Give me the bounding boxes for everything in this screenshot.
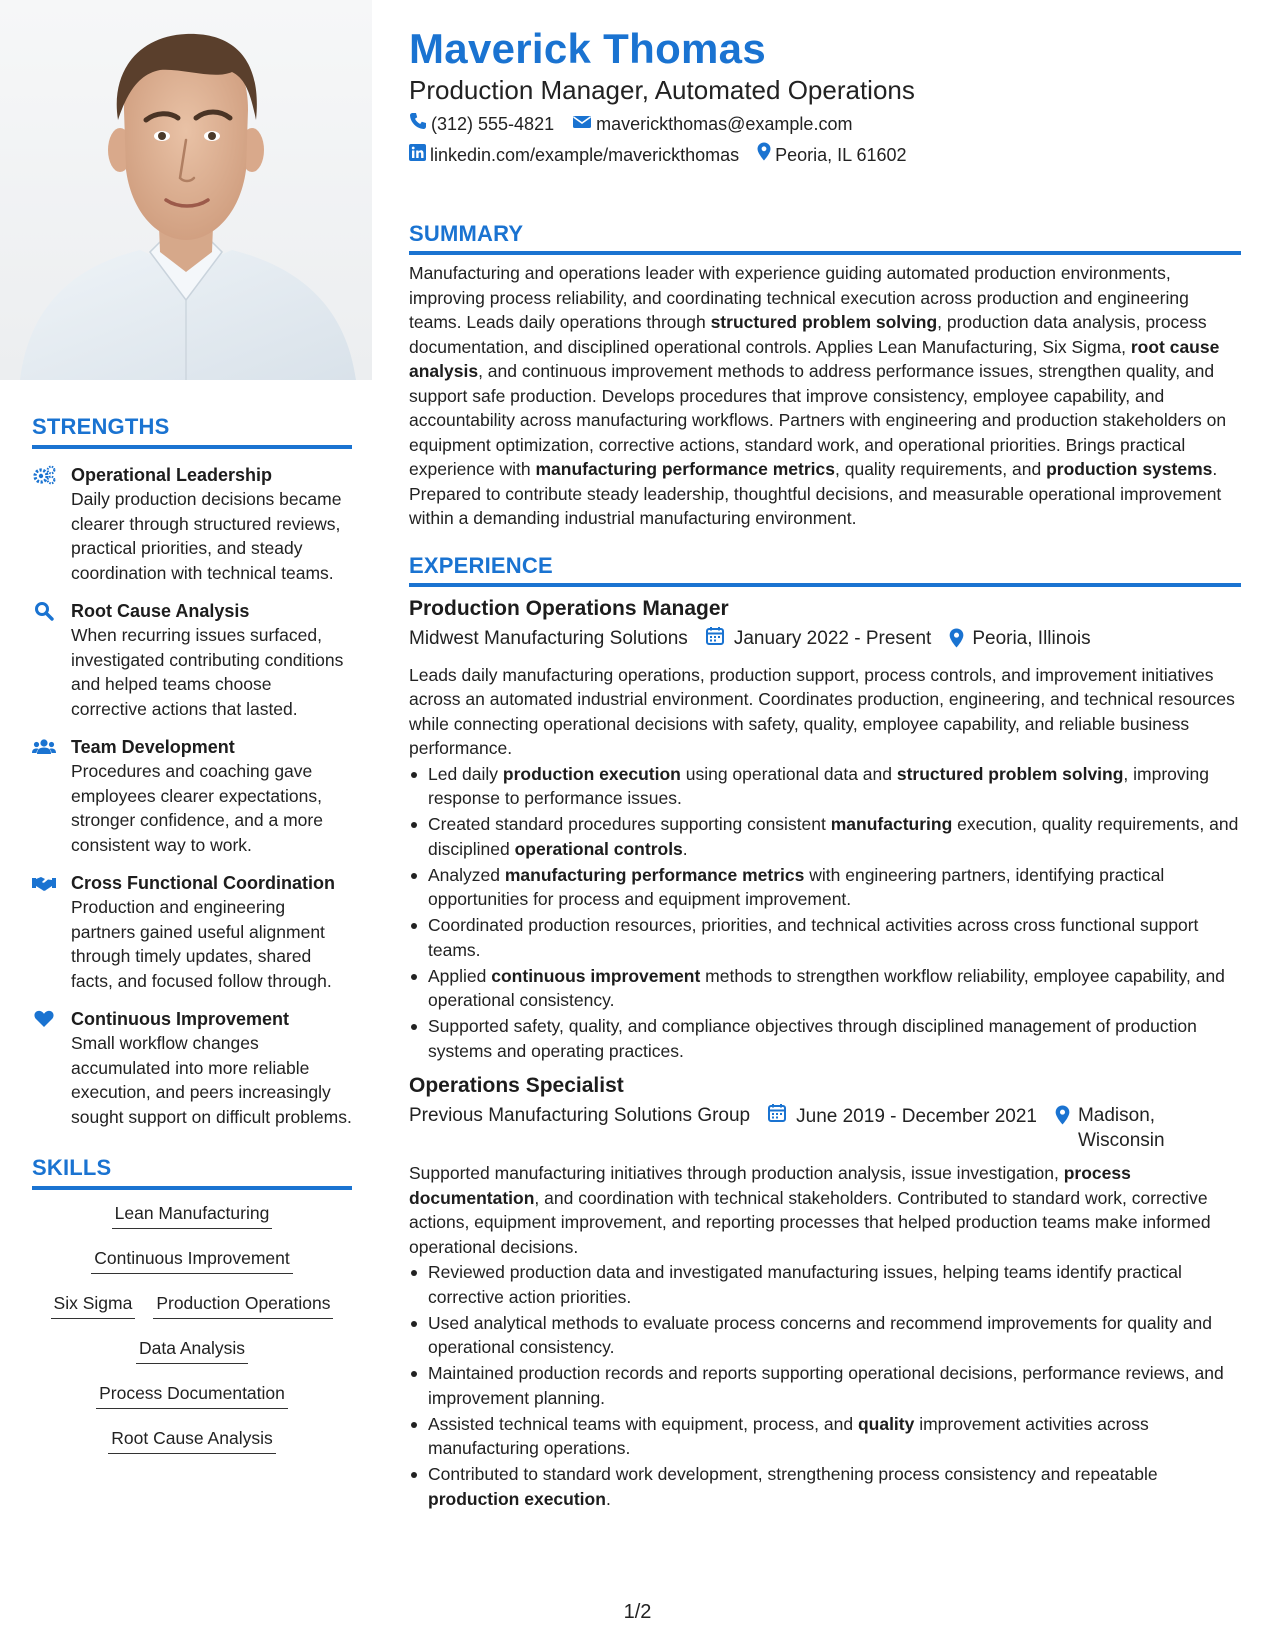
bullet-item: Maintained production records and reports supporting operational decisions, performance reviews, and improvement planning. bbox=[409, 1361, 1241, 1410]
contact-row bbox=[409, 112, 1241, 136]
map-pin-icon bbox=[757, 142, 771, 167]
search-icon bbox=[32, 601, 56, 621]
emphasis-text: operational controls bbox=[514, 838, 683, 859]
envelope-icon bbox=[572, 112, 592, 136]
calendar-icon bbox=[706, 626, 724, 652]
strength-title: Operational Leadership bbox=[71, 465, 273, 485]
strength-item bbox=[32, 463, 352, 585]
bullet-item: Led daily production execution using operational data and structured problem solving, improving response to performance issues. bbox=[409, 762, 1241, 811]
bullet-item: Assisted technical teams with equipment, process, and quality improvement activities across manufacturing operations. bbox=[409, 1412, 1241, 1461]
strength-title: Continuous Improvement bbox=[71, 1009, 290, 1029]
emphasis-text: manufacturing bbox=[830, 814, 953, 834]
skill-tag: Production Operations bbox=[153, 1292, 333, 1319]
job-location bbox=[1055, 1103, 1165, 1153]
email-address[interactable]: maverickthomas@example.com bbox=[596, 114, 853, 134]
emphasis-text: production execution bbox=[428, 1488, 606, 1509]
bullet-item: Coordinated production resources, priorities, and technical activities across cross functional support teams. bbox=[409, 913, 1241, 962]
strength-title: Cross Functional Coordination bbox=[71, 873, 335, 893]
phone-contact bbox=[409, 112, 554, 136]
job-entry bbox=[409, 595, 1241, 1064]
emphasis-text: manufacturing performance metrics bbox=[535, 459, 835, 479]
date-range: June 2019 - December 2021 bbox=[796, 1105, 1037, 1127]
skill-tag: Root Cause Analysis bbox=[108, 1427, 275, 1454]
job-bullets bbox=[409, 1260, 1241, 1511]
sidebar bbox=[32, 414, 352, 1472]
email-contact[interactable] bbox=[572, 112, 852, 136]
gears-icon bbox=[32, 465, 56, 485]
job-title: Operations Specialist bbox=[409, 1074, 624, 1097]
strength-title: Root Cause Analysis bbox=[71, 601, 250, 621]
strength-item bbox=[32, 1007, 352, 1129]
emphasis-text: production systems bbox=[1046, 459, 1213, 479]
skill-tag: Data Analysis bbox=[136, 1337, 248, 1364]
candidate-name: Maverick Thomas bbox=[409, 25, 766, 72]
job-dates bbox=[768, 1103, 1037, 1129]
job-bullets bbox=[409, 762, 1241, 1064]
location-contact bbox=[757, 142, 906, 167]
strength-text: When recurring issues surfaced, investigated contributing conditions and helped teams choose corrective actions that lasted. bbox=[71, 625, 344, 719]
skill-tag: Process Documentation bbox=[96, 1382, 288, 1409]
job-entry bbox=[409, 1072, 1241, 1511]
company-name: Midwest Manufacturing Solutions bbox=[409, 627, 688, 649]
emphasis-text: process documentation bbox=[409, 1163, 1131, 1208]
location-text: Peoria, IL 61602 bbox=[775, 144, 907, 165]
job-description: Leads daily manufacturing operations, production support, process controls, and improvement initiatives across an automated industrial environment. Coordinates production, engineering, and technical resources while connecting operational decisions with safety, quality, employee capability, and reliable business performance. bbox=[409, 664, 1235, 758]
bullet-item: Created standard procedures supporting consistent manufacturing execution, quality requirements, and disciplined operational controls. bbox=[409, 812, 1241, 861]
emphasis-text: quality bbox=[857, 1413, 915, 1434]
strength-item bbox=[32, 871, 352, 993]
date-range: January 2022 - Present bbox=[733, 628, 932, 649]
company-name: Previous Manufacturing Solutions Group bbox=[409, 1105, 751, 1126]
experience-heading: EXPERIENCE bbox=[409, 553, 1241, 587]
bullet-item: Reviewed production data and investigated manufacturing issues, helping teams identify practical corrective action priorities. bbox=[409, 1260, 1241, 1309]
linkedin-icon bbox=[409, 143, 426, 167]
job-meta bbox=[409, 1103, 1241, 1153]
bullet-item: Contributed to standard work development, strengthening process consistency and repeatable production execution. bbox=[409, 1462, 1241, 1511]
bullet-item: Used analytical methods to evaluate process concerns and recommend improvements for quality and operational consistency. bbox=[409, 1311, 1241, 1360]
emphasis-text: manufacturing performance metrics bbox=[504, 864, 805, 885]
skill-tag: Lean Manufacturing bbox=[112, 1202, 273, 1229]
location-text: Peoria, Illinois bbox=[972, 627, 1091, 649]
emphasis-text: structured problem solving bbox=[896, 763, 1124, 784]
linkedin-url[interactable]: linkedin.com/example/maverickthomas bbox=[430, 144, 740, 165]
bullet-item: Supported safety, quality, and compliance objectives through disciplined management of production systems and operating practices. bbox=[409, 1014, 1241, 1063]
strengths-heading: STRENGTHS bbox=[32, 414, 352, 449]
skill-tag: Six Sigma bbox=[51, 1292, 136, 1319]
map-pin-icon bbox=[1055, 1105, 1070, 1132]
location-text: Madison, Wisconsin bbox=[1077, 1105, 1165, 1151]
bullet-item: Analyzed manufacturing performance metrics with engineering partners, identifying practical opportunities for process and equipment improvement. bbox=[409, 863, 1241, 912]
candidate-title: Production Manager, Automated Operations bbox=[409, 75, 915, 105]
skills-list bbox=[32, 1202, 352, 1472]
phone-number: (312) 555-4821 bbox=[431, 114, 555, 134]
emphasis-text: structured problem solving bbox=[710, 312, 938, 332]
strength-text: Small workflow changes accumulated into more reliable execution, and peers increasingly sought support on difficult problems. bbox=[71, 1033, 352, 1127]
strength-item bbox=[32, 735, 352, 857]
linkedin-contact[interactable] bbox=[409, 143, 739, 167]
summary-text: Manufacturing and operations leader with experience guiding automated production environments, improving process reliability, and coordinating technical execution across production and engineering teams. Leads daily operations through structured problem solving, production data analysis, process documentation, and disciplined operational controls. Applies Lean Manufacturing, Six Sigma, root cause analysis, and continuous improvement methods to address performance issues, strengthen quality, and support safe production. Develops procedures that improve consistency, employee capability, and accountability across manufacturing workflows. Partners with engineering and production stakeholders on equipment optimization, corrective actions, standard work, and operational priorities. Brings practical experience with manufacturing performance metrics, quality requirements, and production systems. Prepared to contribute steady leadership, thoughtful decisions, and measurable operational improvement within a demanding industrial manufacturing environment. bbox=[409, 263, 1227, 528]
skills-heading: SKILLS bbox=[32, 1155, 352, 1190]
job-meta bbox=[409, 626, 1241, 655]
strength-text: Procedures and coaching gave employees clearer expectations, stronger confidence, and a more consistent way to work. bbox=[71, 761, 323, 855]
map-pin-icon bbox=[949, 628, 964, 655]
job-location bbox=[949, 626, 1090, 655]
phone-icon bbox=[409, 112, 427, 136]
strength-item bbox=[32, 599, 352, 721]
emphasis-text: root cause analysis bbox=[409, 336, 1220, 381]
job-description: Supported manufacturing initiatives through production analysis, issue investigation, process documentation, and coordination with technical stakeholders. Contributed to standard work, corrective actions, equipment improvement, and reporting processes that helped production teams make informed operational decisions. bbox=[409, 1163, 1211, 1257]
bullet-item: Applied continuous improvement methods to strengthen workflow reliability, employee capability, and operational consistency. bbox=[409, 964, 1241, 1013]
heart-icon bbox=[32, 1009, 56, 1029]
summary-heading: SUMMARY bbox=[409, 221, 1241, 255]
strength-text: Production and engineering partners gained useful alignment through timely updates, shared facts, and focused follow through. bbox=[71, 897, 332, 991]
main-content bbox=[409, 22, 1241, 1513]
job-title: Production Operations Manager bbox=[409, 596, 729, 620]
emphasis-text: continuous improvement bbox=[491, 965, 701, 986]
job-dates bbox=[706, 626, 932, 652]
contact-row bbox=[409, 142, 1241, 167]
users-icon bbox=[32, 737, 56, 757]
skill-tag: Continuous Improvement bbox=[91, 1247, 293, 1274]
strength-text: Daily production decisions became clearer through structured reviews, practical priorities, and steady coordination with technical teams. bbox=[71, 489, 342, 583]
strength-title: Team Development bbox=[71, 737, 235, 757]
profile-photo bbox=[0, 0, 372, 380]
emphasis-text: production execution bbox=[502, 763, 681, 784]
calendar-icon bbox=[768, 1103, 786, 1129]
page-number: 1/2 bbox=[623, 1601, 652, 1623]
handshake-icon bbox=[32, 873, 56, 893]
